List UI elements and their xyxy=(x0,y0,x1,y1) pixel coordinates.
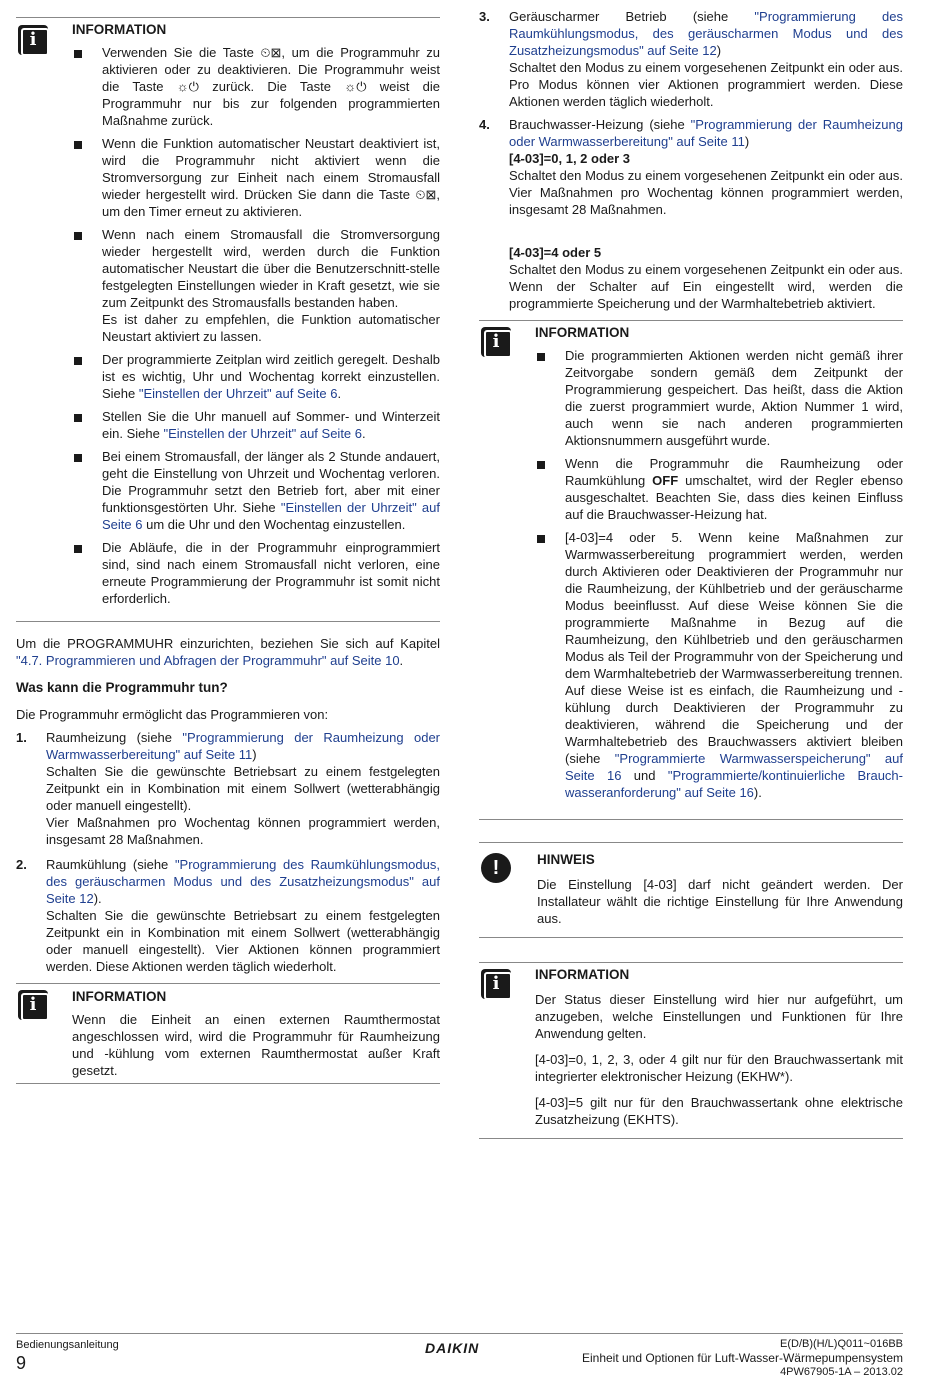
info-bullet-list xyxy=(72,44,440,607)
info-box-title: INFORMATION xyxy=(72,22,167,37)
right-column xyxy=(479,0,903,1139)
link-warmwasserspeicherung[interactable]: "Programmierte Warmwasserspeicherung" auf Seite 16 xyxy=(565,751,903,783)
list-item-raumkuehlung: 2. Raumkühlung (siehe "Programmierung des Raumkühlungsmodus, des geräuscharmen Modus und des Zusatzheizungsmodus" auf Seite 12). Schalten Sie die gewünschte Betriebsart zu einem festgelegten Zeitpunkt ein in Kombination mit einem Sollwert (wetterabhängig oder manuell eingestellt). Vier Aktionen können programmiert werden. Diese Aktionen werden täglich wiederholt. xyxy=(16,857,440,974)
numbered-list xyxy=(16,729,440,975)
info-box-setting-status xyxy=(479,962,903,1139)
list-item-geraeuscharm: 3. Geräuscharmer Betrieb (siehe "Programmierung des Raumkühlungsmodus, des geräuscharmen Modus und des Zusatzheizungsmodus" auf Seite 12) Schaltet den Modus zu einem vorgesehenen Zeitpunkt ein oder aus. Pro Modus können vier Aktionen programmiert werden. Diese Aktionen werden täglich wiederholt. xyxy=(479,9,903,109)
info-text: [4-03]=0, 1, 2, 3, oder 4 gilt nur für den Brauchwassertank mit integrierter elektronischer Heizung (EKHW*). xyxy=(535,1052,903,1084)
list-item: Wenn die Funktion automatischer Neustart deaktiviert ist, wird die Programmuhr nicht aktiviert wenn die Stromversorgung zur Einheit nach einem Stromausfall wieder hergestellt wird. Drücken Sie dann die Taste ⏲︎⊠, um den Timer erneut zu aktivieren. xyxy=(72,135,440,220)
list-item: Bei einem Stromausfall, der länger als 2 Stunde andauert, geht die Einstellung von Uhrzeit und Wochentag verloren. Die Programmuhr setzt den Betrieb fort, aber mit einer funktionsgestörten Uhr. Siehe "Einstellen der Uhrzeit" auf Seite 6 um die Uhr und den Wochentag einzustellen. xyxy=(72,448,440,533)
info-text: Der Status dieser Einstellung wird hier nur aufgeführt, um anzugeben, welche Einstellungen und Funktionen für Ihre Anwendung gelten. xyxy=(535,992,903,1041)
list-item: Die Abläufe, die in der Programmuhr einprogrammiert sind, sind nach einem Stromausfall nicht verloren, eine erneute Programmierung der Programmuhr ist somit nicht erforderlich. xyxy=(72,539,440,607)
info-box-actions xyxy=(479,320,903,820)
footer-divider xyxy=(16,1333,903,1334)
list-item: Wenn nach einem Stromausfall die Stromversorgung wieder hergestellt wird, werden durch die Funktion automatischer Neustart die über die Benutzerschnitt-stelle festgelegten Einstellungen wieder in Kraft gesetzt, wie sie zum Zeitpunkt des Stromausfalls bestanden haben. Es ist daher zu empfehlen, die Funktion automatischer Neustart aktiviert zu lassen. xyxy=(72,226,440,345)
page-number: 9 xyxy=(16,1353,27,1373)
footer-model: E(D/B)(H/L)Q011~016BB xyxy=(780,1338,903,1350)
information-icon: i xyxy=(18,990,48,1020)
list-item: Stellen Sie die Uhr manuell auf Sommer- und Winterzeit ein. Siehe "Einstellen der Uhrzeit" auf Seite 6. xyxy=(72,408,440,442)
information-icon: i xyxy=(481,327,511,357)
link-einstellen-uhrzeit[interactable]: "Einstellen der Uhrzeit" auf Seite 6 xyxy=(138,386,338,401)
link-einstellen-uhrzeit[interactable]: "Einstellen der Uhrzeit" auf Seite 6 xyxy=(102,500,440,532)
hinweis-box xyxy=(479,842,903,938)
link-brauchwasseranforderung[interactable]: "Programmierte/kontinuierliche Brauch-wasseranforderung" auf Seite 16 xyxy=(565,768,903,800)
info-box-title: INFORMATION xyxy=(72,989,167,1004)
hinweis-text: Die Einstellung [4-03] darf nicht geändert werden. Der Installateur wählt die richtige Einstellung für Ihre Anwendung aus. xyxy=(537,877,903,926)
info-box-title: INFORMATION xyxy=(535,325,630,340)
info-bullet-list xyxy=(535,347,903,801)
daikin-logo: DAIKIN xyxy=(425,1340,480,1356)
list-item: [4-03]=4 oder 5. Wenn keine Maßnahmen zur Warmwasserbereitung programmiert werden, werden durch Aktivieren oder Deaktivieren der Programmuhr nur die Raumheizung, der Kühlbetrieb und der geräuscharme Modus beeinflusst. Auf diese Weise können Sie die programmierte Maßnahme in Bezug auf die Raumheizung, den Kühlbetrieb und den geräuscharmen Modus als Teil der Programmuhr von der Speicherung und dem Warmhaltebetrieb der Warmwasserbereitung trennen. Auf diese Weise ist es einfach, die Raumheizung und -kühlung durch Deaktivieren der Programmuhr zu deaktivieren, während die Speicherung und der Warmhaltebetrieb des Brauchwassers aktiviert bleiben (siehe "Programmierte Warmwasserspeicherung" auf Seite 16 und "Programmierte/kontinuierliche Brauch-wasseranforderung" auf Seite 16). xyxy=(535,529,903,801)
link-programmierung-warmwasser[interactable]: "Programmierung der Raumheizung oder Warmwasserbereitung" auf Seite 11 xyxy=(509,117,903,149)
footer-document-info xyxy=(503,1338,903,1379)
list-item-brauchwasser: 4. Brauchwasser-Heizung (siehe "Programmierung der Raumheizung oder Warmwasserbereitung" auf Seite 11) [4-03]=0, 1, 2 oder 3 Schaltet den Modus zu einem vorgesehenen Zeitpunkt ein oder aus. Vier Maßnahmen pro Wochentag können programmiert werden, insgesamt 28 Maßnahmen. [4-03]=4 oder 5 Schaltet den Modus zu einem vorgesehenen Zeitpunkt ein oder aus. Wenn der Schalter auf Ein eingestellt wird, werden die programmierte Speicherung und der Warmhaltebetrieb aktiviert. xyxy=(479,117,903,311)
list-item: Wenn die Programmuhr die Raumheizung oder Raumkühlung OFF umschaltet, wird der Regler ebenso ausgeschaltet. Beachten Sie, dass dies keinen Einfluss auf die Brauchwasser-Heizung hat. xyxy=(535,455,903,523)
intro-paragraph: Um die PROGRAMMUHR einzurichten, beziehen Sie sich auf Kapitel "4.7. Programmieren und Abfragen der Programmuhr" auf Seite 10. xyxy=(16,636,440,668)
information-icon: i xyxy=(481,969,511,999)
information-icon: i xyxy=(18,25,48,55)
link-programmieren-abfragen[interactable]: "4.7. Programmieren und Abfragen der Programmuhr" auf Seite 10 xyxy=(16,653,400,668)
list-item: Der programmierte Zeitplan wird zeitlich geregelt. Deshalb ist es wichtig, Uhr und Wochentag korrekt einzustellen. Siehe "Einstellen der Uhrzeit" auf Seite 6. xyxy=(72,351,440,402)
left-column xyxy=(16,0,440,1084)
info-box-thermostat xyxy=(16,983,440,1084)
link-programmierung-raumkuehlung[interactable]: "Programmierung des Raumkühlungsmodus, des geräuscharmen Modus und des Zusatzheizungsmodus" auf Seite 12 xyxy=(46,857,440,906)
footer-doc-type: Bedienungsanleitung xyxy=(16,1339,119,1351)
hinweis-title: HINWEIS xyxy=(537,852,595,867)
lead-paragraph: Die Programmuhr ermöglicht das Programmieren von: xyxy=(16,707,329,722)
link-programmierung-raumkuehlung[interactable]: "Programmierung des Raumkühlungsmodus, des geräuscharmen Modus und des Zusatzheizungsmodus" auf Seite 12 xyxy=(509,9,903,58)
warning-icon: ! xyxy=(481,853,511,883)
info-text: Wenn die Einheit an einen externen Raumthermostat angeschlossen wird, wird die Programmuhr für Raumheizung und -kühlung vom externen Raumthermostat außer Kraft gesetzt. xyxy=(72,1012,440,1078)
numbered-list xyxy=(479,8,903,312)
footer-product: Einheit und Optionen für Luft-Wasser-Wärmepumpensystem xyxy=(581,1351,903,1365)
link-programmierung-raumheizung[interactable]: "Programmierung der Raumheizung oder Warmwasserbereitung" auf Seite 11 xyxy=(46,730,441,762)
list-item: Verwenden Sie die Taste ⏲︎⊠, um die Programmuhr zu aktivieren oder zu deaktivieren. Die Programmuhr weist die Taste ☼⏻ zurück. Die Taste ☼⏻ weist die Programmuhr nur bis zur folgenden programmierten Maßnahme zurück. xyxy=(72,44,440,129)
info-box-title: INFORMATION xyxy=(535,967,630,982)
info-box-timer-notes xyxy=(16,17,440,622)
link-einstellen-uhrzeit[interactable]: "Einstellen der Uhrzeit" auf Seite 6 xyxy=(163,426,363,441)
footer-code: 4PW67905-1A – 2013.02 xyxy=(780,1366,903,1378)
section-heading: Was kann die Programmuhr tun? xyxy=(16,680,228,695)
list-item-raumheizung: 1. Raumheizung (siehe "Programmierung der Raumheizung oder Warmwasserbereitung" auf Seite 11) Schalten Sie die gewünschte Betriebsart zu einem festgelegten Zeitpunkt ein in Kombination mit einem Sollwert (wetterabhängig oder manuell eingestellt). Vier Maßnahmen pro Wochentag können programmiert werden, insgesamt 28 Maßnahmen. xyxy=(16,730,441,847)
info-text: [4-03]=5 gilt nur für den Brauchwassertank ohne elektrische Zusatzheizung (EKHTS). xyxy=(535,1095,903,1127)
list-item: Die programmierten Aktionen werden nicht gemäß ihrer Zeitvorgabe sondern gemäß dem Zeitpunkt der Programmierung gespeichert. Das heißt, dass die Aktion die zuerst programmiert wurde, Aktion Nummer 1 wird, auch wenn sie nach anderen programmierten Aktionsnummern ausgeführt wurde. xyxy=(535,347,903,449)
